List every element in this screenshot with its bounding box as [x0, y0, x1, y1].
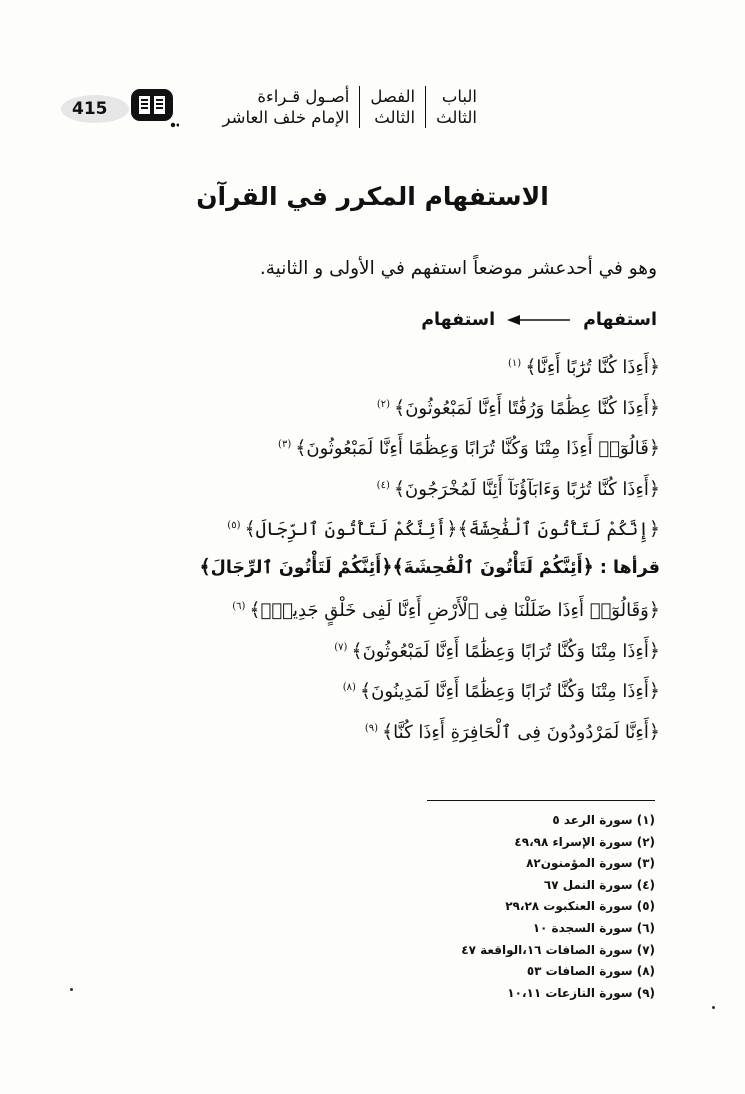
footnote-ref: (٧)	[334, 641, 348, 653]
scan-speck	[712, 1006, 715, 1009]
footnote-ref: (٢)	[376, 398, 391, 410]
running-header	[213, 86, 477, 128]
flow-from: استفهام	[583, 310, 657, 330]
verse-text: أَءِذَا كُنَّا عِظَٰمًا وَرُفَٰتًا أَءِنَّا لَمَبْعُوثُونَ	[405, 397, 649, 419]
footnote-ref: (٣)	[278, 439, 292, 450]
question-flow	[421, 310, 657, 330]
verse-text: أَئِنَّكُمْ لَتَأْتُونَ ٱلْفَٰحِشَةَ	[403, 557, 583, 578]
header-section-value: الثالث	[374, 108, 416, 127]
header-book-title	[213, 86, 360, 128]
reading-variant-line: قرأها : ﴿أَئِنَّكُمْ لَتَأْتُونَ ٱلْفَٰحِشَةَ﴾﴿أَئِنَّكُمْ لَتَأْتُونَ ٱلرِّجَالَ﴾	[199, 555, 660, 578]
footnote-item: (٢) سورة الإسراء ٤٩،٩٨	[514, 834, 655, 849]
footnote-item: (١) سورة الرعد ٥	[552, 813, 655, 827]
footnote-ref: (٤)	[376, 479, 390, 491]
verse-text-second: أَئِنَّكُمْ لَتَأْتُونَ ٱلرِّجَالَ	[255, 519, 447, 540]
footnote-ref: (٩)	[364, 722, 379, 734]
verse-line: ﴿أَءِذَا كُنَّا تُرَٰبًا أَءِنَّا﴾$^{(١)}$	[508, 356, 660, 378]
verse-text: قَالُوٓا۟ أَءِذَا مِتْنَا وَكُنَّا تُرَابًا وَعِظَٰمًا أَءِنَّا لَمَبْعُوثُونَ	[306, 438, 649, 459]
header-chapter-label: الباب	[441, 87, 477, 106]
footnote-item: (٦) سورة السجدة ١٠	[532, 920, 655, 935]
verse-text: وَقَالُوٓا۟ أَءِذَا ضَلَلْنَا فِى ٱلْأَرْضِ أَءِنَّا لَفِى خَلْقٍ جَدِيدٍۭ	[260, 600, 649, 621]
header-section	[359, 86, 425, 128]
book-icon	[125, 88, 179, 128]
verse-line: ﴿أَءِذَا كُنَّا تُرَٰبًا وَءَابَآؤُنَآ أَئِنَّا لَمُخْرَجُونَ﴾$^{(٤)}$	[376, 477, 660, 500]
verse-line: ﴿أَءِذَا مِتْنَا وَكُنَّا تُرَابًا وَعِظَٰمًا أَءِنَّا لَمَبْعُوثُونَ﴾$^{(٧)}$	[334, 639, 660, 662]
page-number: 415	[72, 99, 108, 119]
footnote-item: (٨) سورة الصافات ٥٣	[526, 964, 655, 979]
verse-text: أَءِذَا مِتْنَا وَكُنَّا تُرَابًا وَعِظَٰمًا أَءِنَّا لَمَبْعُوثُونَ	[362, 640, 649, 662]
footnote-item: (٧) سورة الصافات ١٦،الواقعة ٤٧	[461, 942, 655, 957]
arrow-left-icon	[507, 314, 571, 326]
reading-prefix: قرأها :	[599, 557, 660, 578]
footnote-item: (٤) سورة النمل ٦٧	[543, 877, 655, 892]
page-title: الاستفهام المكرر في القرآن	[196, 182, 549, 211]
header-book-title-line1: أصـول قـراءة	[257, 87, 350, 106]
verse-text: أَءِذَا مِتْنَا وَكُنَّا تُرَابًا وَعِظَٰمًا أَءِنَّا لَمَدِينُونَ	[371, 681, 649, 702]
header-chapter	[425, 86, 477, 128]
footnote-item: (٣) سورة المؤمنون٨٢	[526, 856, 655, 871]
verse-line: ﴿وَقَالُوٓا۟ أَءِذَا ضَلَلْنَا فِى ٱلْأَرْضِ أَءِنَّا لَفِى خَلْقٍ جَدِيدٍۭ﴾$^{(٦)}$	[232, 599, 660, 621]
scan-speck	[70, 988, 73, 991]
verse-list	[60, 344, 660, 749]
footnote-divider	[427, 800, 655, 801]
footnotes	[461, 810, 655, 1004]
flow-to: استفهام	[421, 310, 496, 330]
verse-line: ﴿قَالُوٓا۟ أَءِذَا مِتْنَا وَكُنَّا تُرَابًا وَعِظَٰمًا أَءِنَّا لَمَبْعُوثُونَ﴾$^{(٣)}$	[278, 437, 660, 459]
verse-text-second: أَئِنَّكُمْ لَتَأْتُونَ ٱلرِّجَالَ	[210, 557, 382, 578]
verse-text: أَءِنَّا لَمَرْدُودُونَ فِى ٱلْحَافِرَةِ أَءِذَا كُنَّا	[393, 721, 649, 743]
header-book-title-line2: الإمام خلف العاشر	[222, 108, 350, 127]
footnote-item: (٩) سورة النازعات ١٠،١١	[507, 985, 655, 1000]
footnote-ref: (٨)	[342, 682, 356, 693]
verse-line: ﴿أَءِذَا مِتْنَا وَكُنَّا تُرَابًا وَعِظَٰمًا أَءِنَّا لَمَدِينُونَ﴾$^{(٨)}$	[342, 680, 660, 702]
footnote-ref: (١)	[508, 358, 522, 369]
intro-paragraph: وهو في أحدعشر موضعاً استفهم في الأولى و الثانية.	[259, 258, 657, 279]
footnote-ref: (٥)	[227, 520, 241, 531]
verse-line: ﴿أَءِنَّا لَمَرْدُودُونَ فِى ٱلْحَافِرَةِ أَءِذَا كُنَّا﴾$^{(٩)}$	[364, 720, 660, 743]
footnote-ref: (٦)	[232, 601, 246, 612]
verse-text: أَءِذَا كُنَّا تُرَٰبًا أَءِنَّا	[536, 357, 649, 378]
verse-text: إِنَّكُمْ لَتَأْتُونَ ٱلْفَٰحِشَةَ	[468, 519, 649, 540]
verse-text: أَءِذَا كُنَّا تُرَٰبًا وَءَابَآؤُنَآ أَئِنَّا لَمُخْرَجُونَ	[404, 478, 649, 500]
header-section-label: الفصل	[370, 87, 416, 106]
footnote-item: (٥) سورة العنكبوت ٢٩،٢٨	[505, 899, 655, 914]
verse-line: ﴿أَءِذَا كُنَّا عِظَٰمًا وَرُفَٰتًا أَءِنَّا لَمَبْعُوثُونَ﴾$^{(٢)}$	[376, 396, 660, 419]
header-chapter-value: الثالث	[436, 108, 477, 127]
verse-line: ﴿إِنَّكُمْ لَتَأْتُونَ ٱلْفَٰحِشَةَ﴾﴿أَئِنَّكُمْ لَتَأْتُونَ ٱلرِّجَالَ﴾$^{(٥)}$	[227, 518, 660, 540]
